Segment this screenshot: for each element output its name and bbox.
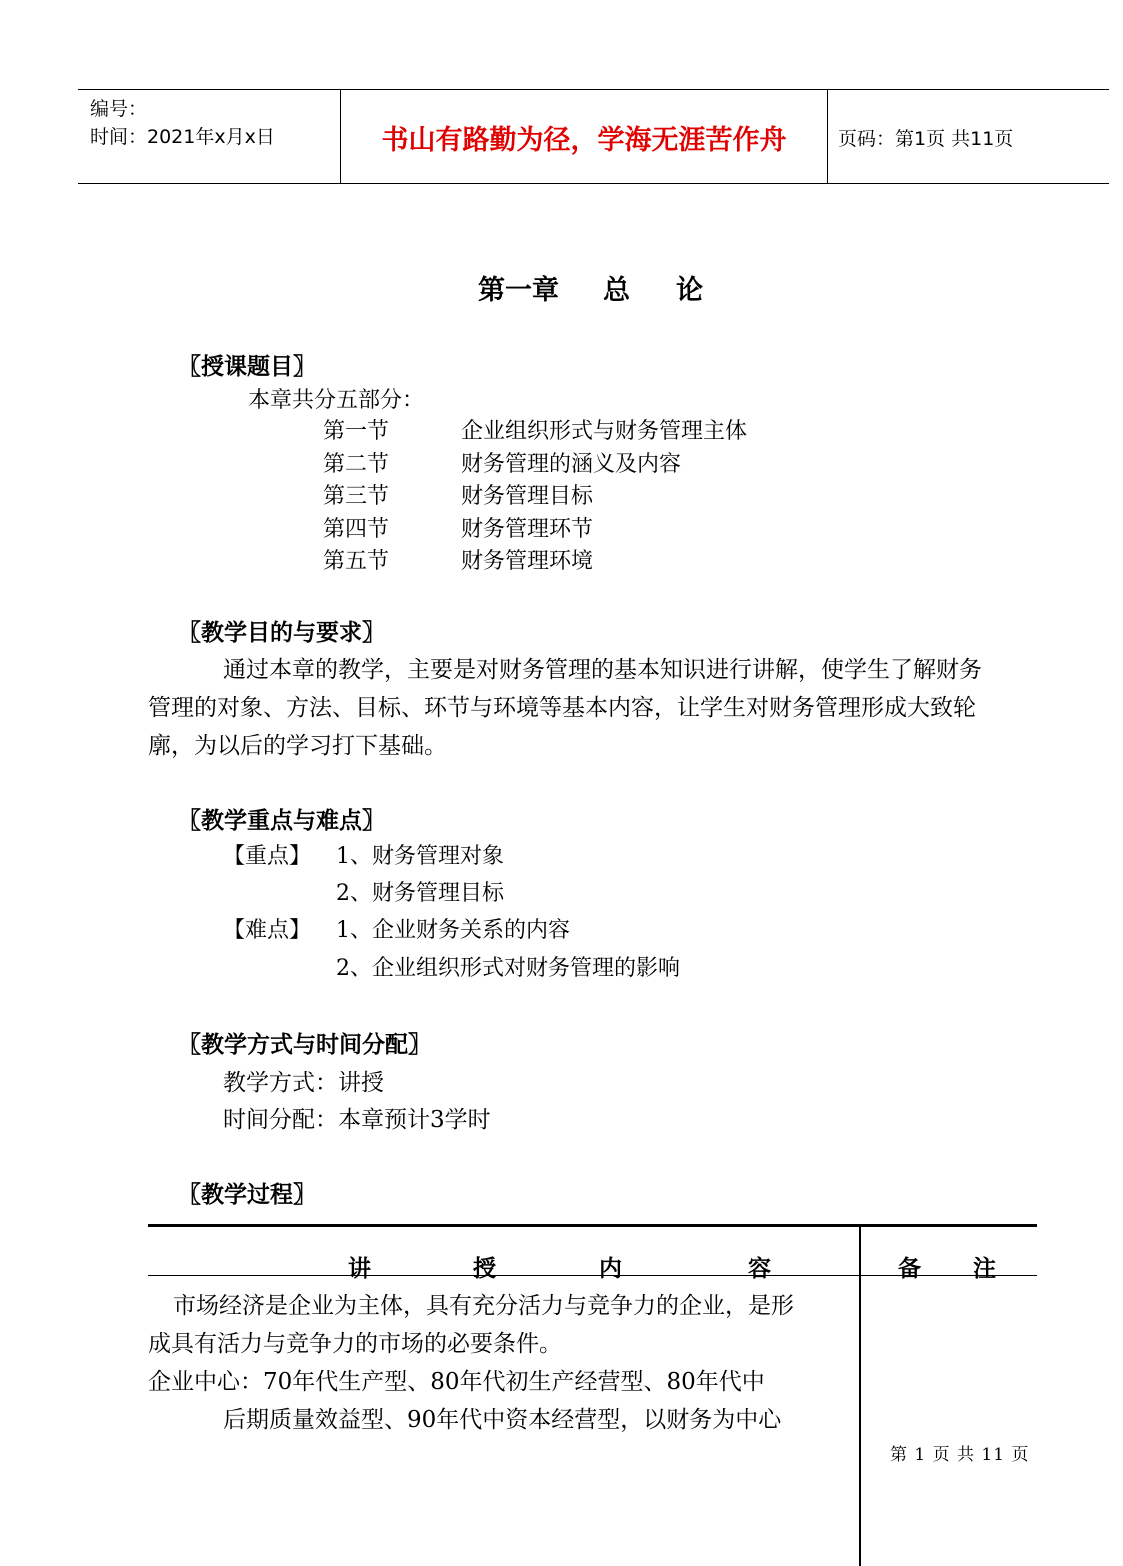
process-heading: 〖教学过程〗 bbox=[178, 1181, 316, 1208]
goals-line-1: 通过本章的教学，主要是对财务管理的基本知识进行讲解，使学生了解财务 bbox=[223, 657, 982, 683]
header-motto-cell bbox=[341, 90, 828, 183]
hard-point-1: 1、企业财务关系的内容 bbox=[336, 918, 570, 943]
header-meta-cell bbox=[78, 90, 341, 183]
key-point-2: 2、财务管理目标 bbox=[336, 881, 504, 906]
section-num-4: 第四节 bbox=[323, 517, 390, 542]
table-column-divider bbox=[859, 1227, 861, 1566]
goals-heading: 〖教学目的与要求〗 bbox=[178, 619, 385, 646]
method-heading: 〖教学方式与时间分配〗 bbox=[178, 1031, 431, 1058]
hard-points-label: 【难点】 bbox=[223, 918, 312, 943]
chapter-word-1: 总 bbox=[603, 275, 630, 306]
note-header-char-2: 注 bbox=[973, 1255, 996, 1282]
header-page-info: 页码：第1页 共11页 bbox=[838, 128, 1014, 150]
goals-line-2: 管理的对象、方法、目标、环节与环境等基本内容，让学生对财务管理形成大致轮 bbox=[148, 695, 976, 721]
section-title-1: 企业组织形式与财务管理主体 bbox=[461, 419, 748, 444]
col-header-char-1: 讲 bbox=[348, 1255, 371, 1282]
section-num-2: 第二节 bbox=[323, 452, 390, 477]
key-points-label: 【重点】 bbox=[223, 844, 312, 869]
process-line-3: 企业中心：70年代生产型、80年代初生产经营型、80年代中 bbox=[148, 1369, 765, 1395]
topics-heading: 〖授课题目〗 bbox=[178, 353, 316, 380]
col-header-char-2: 授 bbox=[473, 1255, 496, 1282]
focus-heading: 〖教学重点与难点〗 bbox=[178, 807, 385, 834]
col-header-char-3: 内 bbox=[599, 1255, 622, 1282]
topics-intro: 本章共分五部分： bbox=[248, 388, 425, 413]
section-num-5: 第五节 bbox=[323, 549, 390, 574]
chapter-title bbox=[478, 268, 703, 307]
document-time-label: 时间：2021年x月x日 bbox=[90, 126, 275, 148]
document-header bbox=[78, 89, 1109, 184]
hard-point-2: 2、企业组织形式对财务管理的影响 bbox=[336, 956, 680, 981]
chapter-number: 第一章 bbox=[478, 275, 559, 306]
goals-line-3: 廓，为以后的学习打下基础。 bbox=[148, 733, 447, 759]
footer-page-number: 第 1 页 共 11 页 bbox=[890, 1445, 1030, 1465]
process-line-4: 后期质量效益型、90年代中资本经营型，以财务为中心 bbox=[223, 1407, 782, 1433]
method-mode: 教学方式：讲授 bbox=[223, 1070, 384, 1096]
section-title-2: 财务管理的涵义及内容 bbox=[461, 452, 682, 477]
note-header-char-1: 备 bbox=[898, 1255, 921, 1282]
header-motto: 书山有路勤为径，学海无涯苦作舟 bbox=[381, 125, 787, 156]
key-point-1: 1、财务管理对象 bbox=[336, 844, 504, 869]
document-number-label: 编号： bbox=[90, 98, 148, 120]
method-time: 时间分配：本章预计3学时 bbox=[223, 1107, 491, 1133]
section-title-3: 财务管理目标 bbox=[461, 484, 594, 509]
process-line-1: 市场经济是企业为主体，具有充分活力与竞争力的企业，是形 bbox=[173, 1293, 794, 1319]
section-num-3: 第三节 bbox=[323, 484, 390, 509]
header-page-cell bbox=[828, 90, 1109, 183]
section-num-1: 第一节 bbox=[323, 419, 390, 444]
col-header-char-4: 容 bbox=[748, 1255, 771, 1282]
section-title-5: 财务管理环境 bbox=[461, 549, 594, 574]
chapter-word-2: 论 bbox=[676, 275, 703, 306]
table-top-rule bbox=[148, 1224, 1037, 1227]
section-title-4: 财务管理环节 bbox=[461, 517, 594, 542]
process-line-2: 成具有活力与竞争力的市场的必要条件。 bbox=[148, 1331, 562, 1357]
